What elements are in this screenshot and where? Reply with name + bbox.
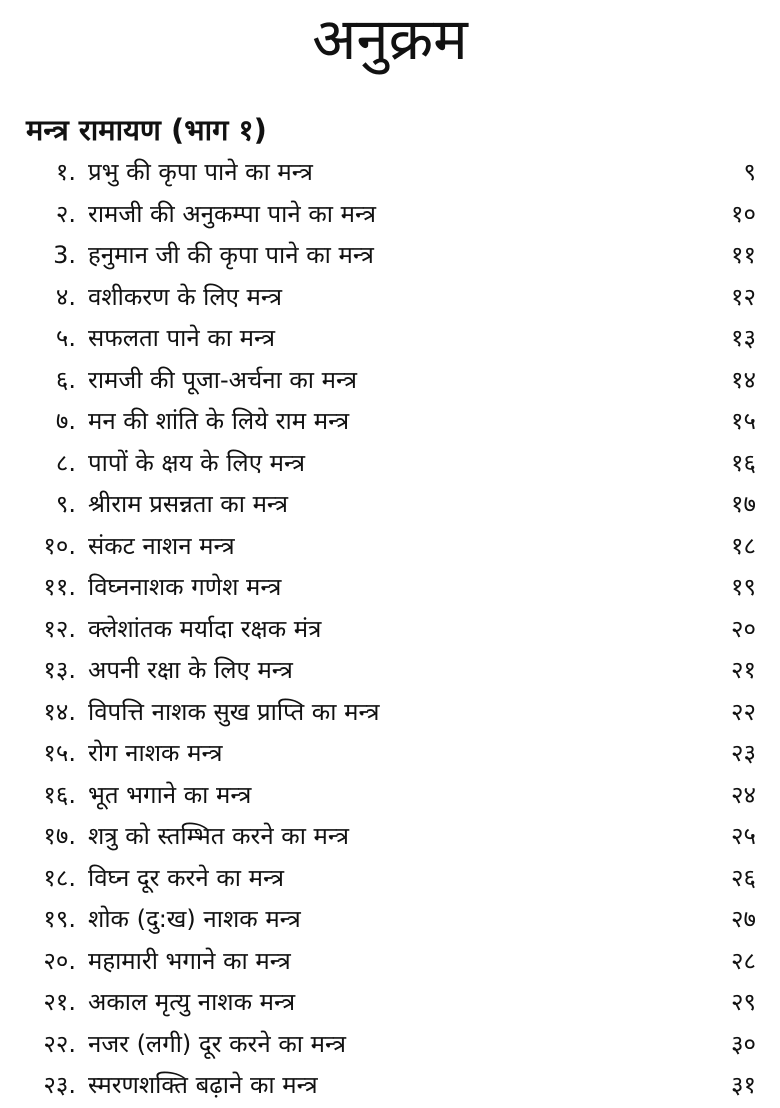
toc-entry: [0, 1064, 780, 1106]
toc-entry: [0, 691, 780, 733]
entry-page-number: १७: [731, 490, 756, 519]
entry-page-number: २३: [731, 739, 756, 768]
entry-number: २०.: [43, 946, 76, 975]
entry-page-number: १२: [731, 282, 756, 311]
entry-title: शोक (दु:ख) नाशक मन्त्र: [88, 905, 301, 934]
entry-title: विघ्ननाशक गणेश मन्त्र: [88, 573, 282, 602]
entry-number: १८.: [43, 863, 76, 892]
toc-entry: [0, 400, 780, 442]
entry-title: महामारी भगाने का मन्त्र: [88, 946, 291, 975]
entry-title: वशीकरण के लिए मन्त्र: [88, 282, 282, 311]
entry-title: अपनी रक्षा के लिए मन्त्र: [88, 656, 293, 685]
entry-page-number: १६: [731, 448, 756, 477]
entry-number: ४.: [55, 282, 76, 311]
entry-number: १३.: [43, 656, 76, 685]
entry-title: रोग नाशक मन्त्र: [88, 739, 223, 768]
entry-number: २१.: [43, 988, 76, 1017]
toc-entry: [0, 981, 780, 1023]
entry-number: १५.: [43, 739, 76, 768]
entry-title: शत्रु को स्तम्भित करने का मन्त्र: [88, 822, 349, 851]
toc-entry: [0, 359, 780, 401]
toc-entry: [0, 898, 780, 940]
entry-page-number: ३१: [731, 1071, 756, 1100]
entry-title: मन की शांति के लिये राम मन्त्र: [88, 407, 350, 436]
toc-entry: [0, 732, 780, 774]
entry-page-number: २२: [731, 697, 756, 726]
toc-entry: [0, 940, 780, 982]
toc-entry: [0, 442, 780, 484]
page-title: अनुक्रम: [312, 5, 468, 73]
entry-number: १४.: [43, 697, 76, 726]
toc-entry: [0, 317, 780, 359]
entry-number: १०.: [43, 531, 76, 560]
entry-number: १७.: [43, 822, 76, 851]
entry-page-number: २१: [731, 656, 756, 685]
section-heading: मन्त्र रामायण (भाग १): [26, 113, 267, 147]
entry-page-number: ३०: [731, 1029, 756, 1058]
toc-entry: [0, 1023, 780, 1065]
entry-title: नजर (लगी) दूर करने का मन्त्र: [88, 1029, 346, 1058]
entry-number: १९.: [43, 905, 76, 934]
table-of-contents: [0, 151, 780, 1106]
entry-number: ८.: [55, 448, 76, 477]
entry-title: क्लेशांतक मर्यादा रक्षक मंत्र: [88, 614, 322, 643]
entry-number: १६.: [43, 780, 76, 809]
entry-number: २२.: [43, 1029, 76, 1058]
entry-page-number: १४: [731, 365, 756, 394]
entry-page-number: १८: [731, 531, 756, 560]
entry-number: ७.: [55, 407, 76, 436]
toc-entry: [0, 234, 780, 276]
entry-title: संकट नाशन मन्त्र: [88, 531, 235, 560]
toc-entry: [0, 525, 780, 567]
entry-title: रामजी की पूजा-अर्चना का मन्त्र: [88, 365, 358, 394]
toc-entry: [0, 774, 780, 816]
entry-page-number: ९: [743, 158, 756, 187]
entry-page-number: १५: [731, 407, 756, 436]
entry-title: भूत भगाने का मन्त्र: [88, 780, 252, 809]
entry-number: ५.: [55, 324, 76, 353]
entry-page-number: १३: [731, 324, 756, 353]
toc-entry: [0, 566, 780, 608]
entry-title: हनुमान जी की कृपा पाने का मन्त्र: [88, 241, 374, 270]
entry-number: ११.: [43, 573, 76, 602]
entry-page-number: २७: [731, 905, 756, 934]
entry-title: श्रीराम प्रसन्नता का मन्त्र: [88, 490, 288, 519]
entry-page-number: १०: [731, 199, 756, 228]
entry-title: रामजी की अनुकम्पा पाने का मन्त्र: [88, 199, 377, 228]
entry-number: १.: [55, 158, 76, 187]
entry-page-number: २५: [731, 822, 756, 851]
entry-number: 3.: [53, 240, 76, 269]
toc-entry: [0, 151, 780, 193]
entry-title: स्मरणशक्ति बढ़ाने का मन्त्र: [88, 1071, 318, 1100]
toc-entry: [0, 649, 780, 691]
entry-page-number: ११: [731, 241, 756, 270]
entry-title: अकाल मृत्यु नाशक मन्त्र: [88, 988, 296, 1017]
entry-page-number: २६: [731, 863, 756, 892]
entry-number: ९.: [55, 490, 76, 519]
entry-title: सफलता पाने का मन्त्र: [88, 324, 275, 353]
entry-title: प्रभु की कृपा पाने का मन्त्र: [88, 158, 313, 187]
entry-page-number: १९: [731, 573, 756, 602]
entry-title: पापों के क्षय के लिए मन्त्र: [88, 448, 305, 477]
entry-number: ६.: [55, 365, 76, 394]
toc-entry: [0, 857, 780, 899]
entry-page-number: २४: [731, 780, 756, 809]
entry-number: २.: [55, 199, 76, 228]
toc-entry: [0, 815, 780, 857]
toc-entry: [0, 276, 780, 318]
entry-title: विपत्ति नाशक सुख प्राप्ति का मन्त्र: [88, 697, 380, 726]
entry-number: १२.: [43, 614, 76, 643]
toc-entry: [0, 193, 780, 235]
entry-page-number: २९: [731, 988, 756, 1017]
entry-title: विघ्न दूर करने का मन्त्र: [88, 863, 284, 892]
toc-entry: [0, 608, 780, 650]
entry-number: २३.: [43, 1071, 76, 1100]
toc-entry: [0, 483, 780, 525]
entry-page-number: २८: [731, 946, 756, 975]
entry-page-number: २०: [731, 614, 756, 643]
